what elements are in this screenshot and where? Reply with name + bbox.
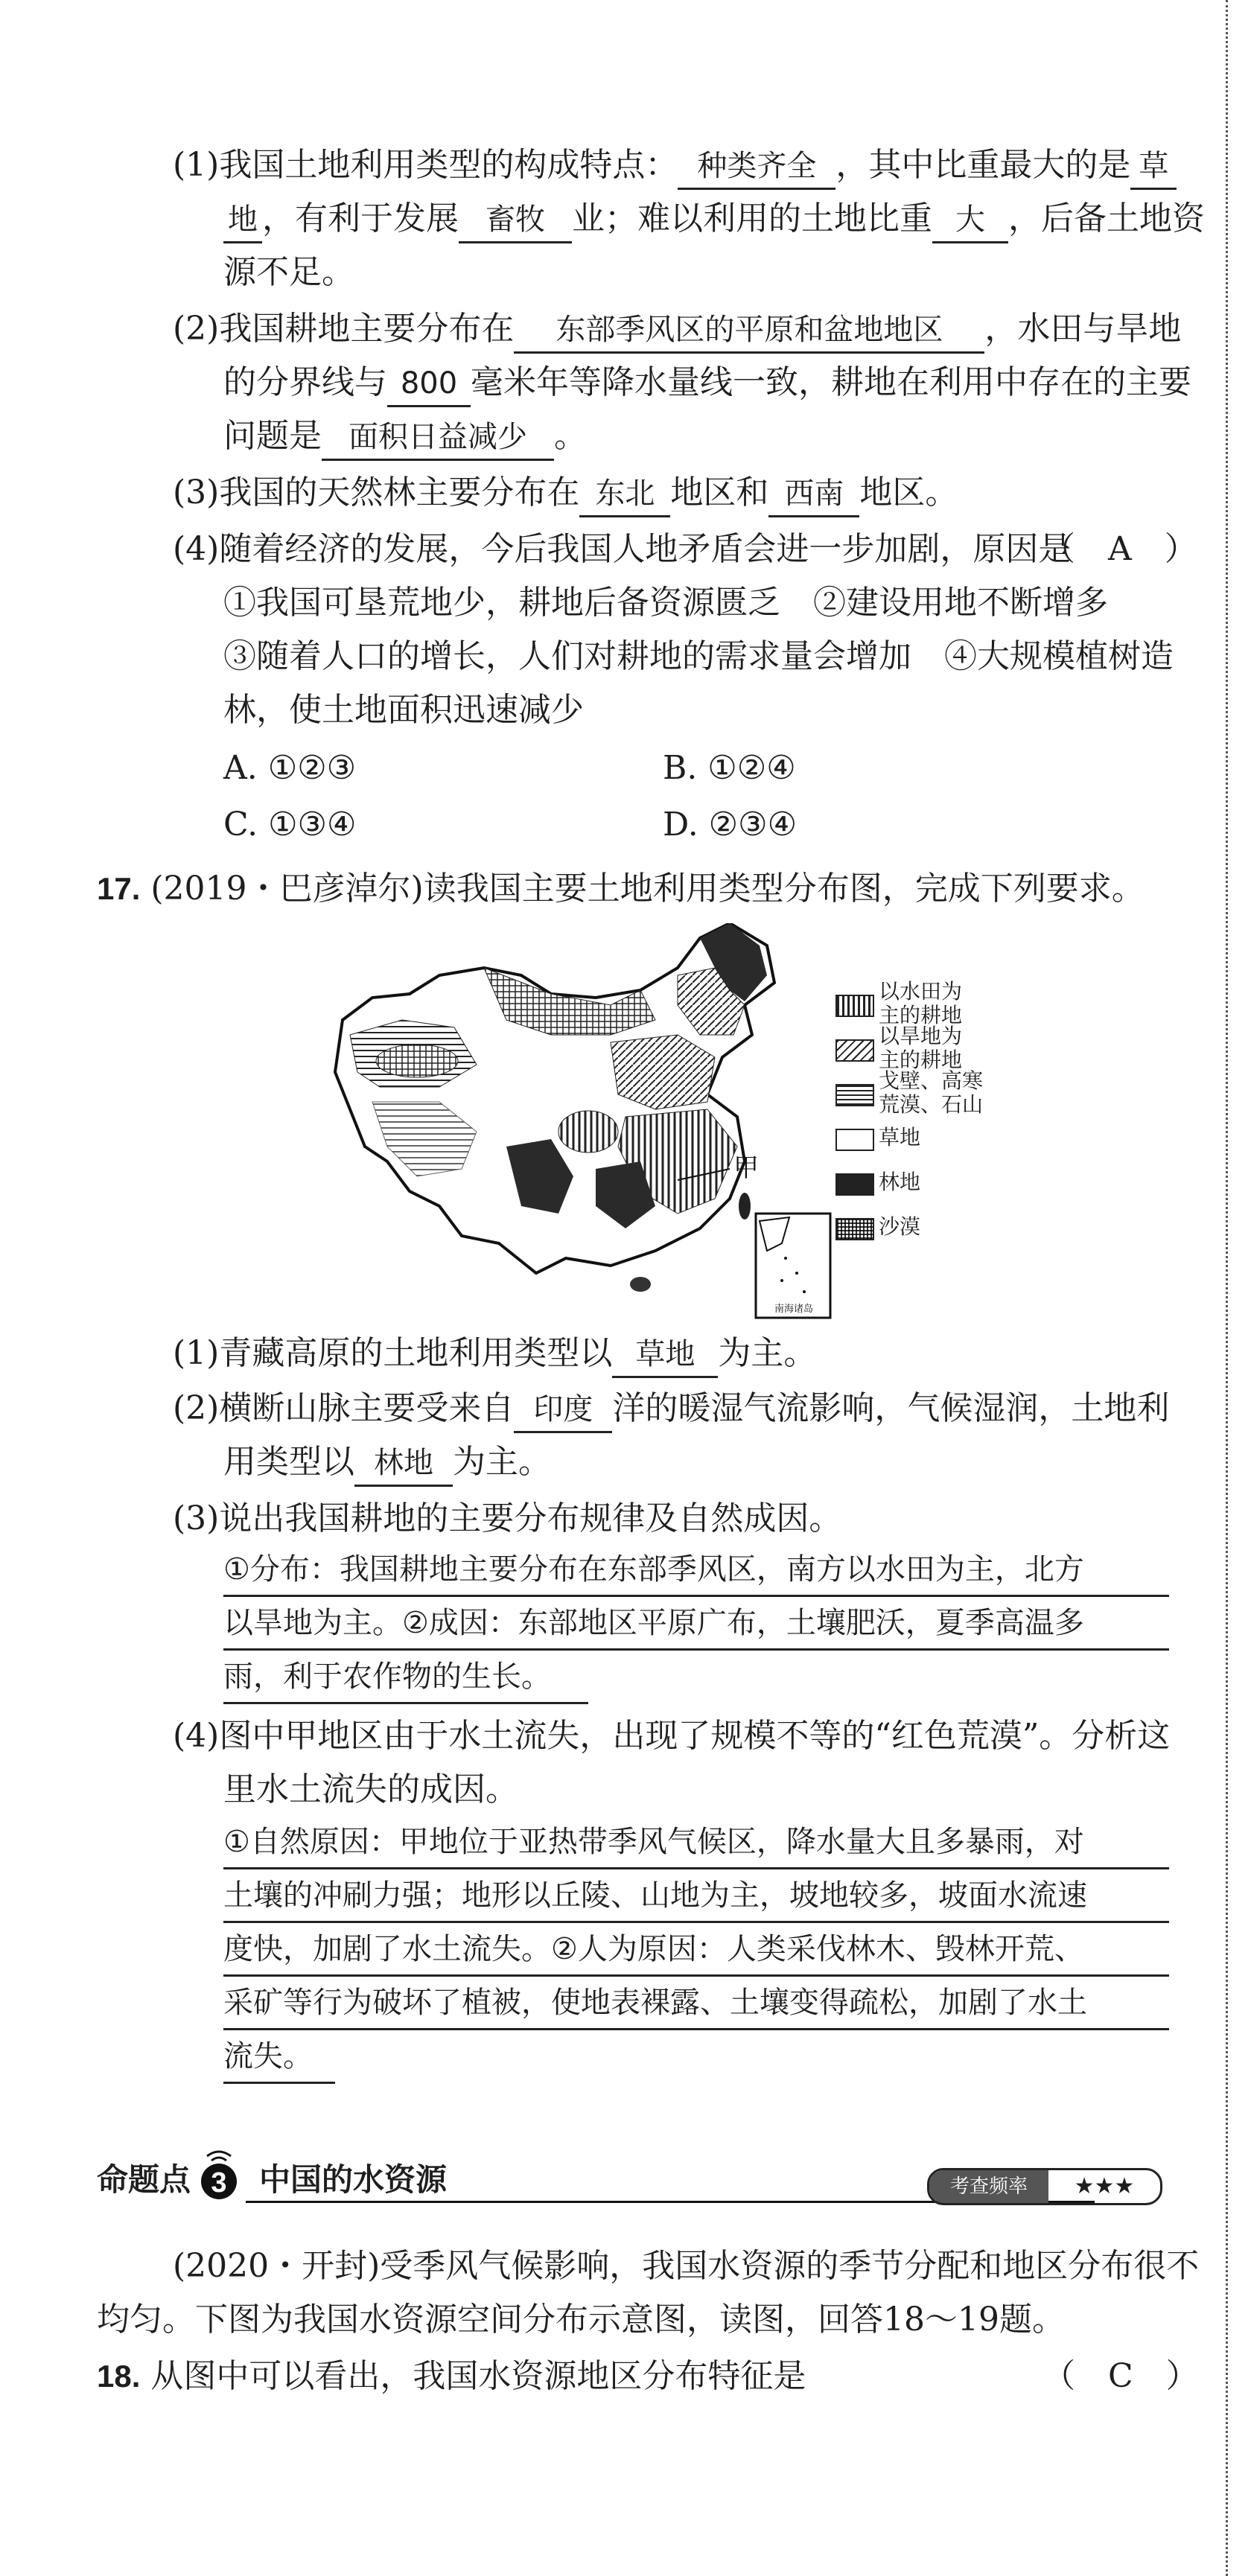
legend-paddy-swatch bbox=[835, 995, 874, 1017]
q17-p4-question-line1: (4)图中甲地区由于水土流失，出现了规模不等的“红色荒漠”。分析这 bbox=[173, 1717, 1171, 1755]
page-edge-dashed-line bbox=[1226, 0, 1228, 2576]
q16-option-d: D. ②③④ bbox=[663, 806, 798, 844]
q17-p2-line1: (2)横断山脉主要受来自 印度 洋的暖湿气流影响，气候湿润，土地利 bbox=[173, 1385, 1169, 1433]
q16-p2-answer-2: 800 bbox=[387, 362, 471, 407]
q17-p3-answer-line1: ①分布：我国耕地主要分布在东部季风区，南方以水田为主，北方 bbox=[223, 1546, 1169, 1597]
south-china-sea-inset bbox=[756, 1214, 830, 1318]
legend-desert-swatch bbox=[835, 1218, 874, 1240]
sichuan-paddy bbox=[558, 1111, 618, 1152]
taiwan bbox=[739, 1193, 751, 1220]
inset-label: 南海诸岛 bbox=[774, 1304, 814, 1315]
q16-option-a: A. ①②③ bbox=[223, 749, 357, 787]
legend-gobi-label: 戈壁、高寒 荒漠、石山 bbox=[879, 1068, 984, 1117]
q17-p3-answer-line2: 以旱地为主。②成因：东部地区平原广布，土壤肥沃，夏季高温多 bbox=[223, 1599, 1169, 1651]
q17-p4-answer-line2: 土壤的冲刷力强；地形以丘陵、山地为主，坡地较多，坡面水流速 bbox=[223, 1872, 1169, 1923]
q16-p1-answer-4: 大 bbox=[932, 198, 1008, 243]
q16-p4-line3: ③随着人口的增长，人们对耕地的需求量会增加 ④大规模植树造 bbox=[223, 637, 1174, 675]
q16-p4-line1: (4)随着经济的发展，今后我国人地矛盾会进一步加剧，原因是 bbox=[173, 530, 1072, 568]
frequency-label: 考查频率 bbox=[929, 2170, 1048, 2203]
q17-p4-answer-line4: 采矿等行为破坏了植被，使地表裸露、土壤变得疏松，加剧了水土 bbox=[223, 1979, 1169, 2030]
q17-p4-question-line2: 里水土流失的成因。 bbox=[223, 1770, 518, 1808]
legend-gobi-swatch bbox=[835, 1084, 874, 1106]
q16-p1-line3: 源不足。 bbox=[223, 253, 354, 291]
q16-p1-answer-2: 草 bbox=[1130, 144, 1177, 190]
section-number: 3 bbox=[211, 2167, 227, 2199]
legend-forest-swatch bbox=[835, 1173, 874, 1196]
q17-stem: 17. (2019・巴彦淖尔)读我国主要土地利用类型分布图，完成下列要求。 bbox=[97, 870, 1145, 908]
section-title: 中国的水资源 bbox=[259, 2162, 448, 2197]
q18-number: 18. bbox=[97, 2359, 141, 2394]
taklimakan-desert bbox=[376, 1045, 458, 1077]
q17-p4-answer-line1: ①自然原因：甲地位于亚热带季风气候区，降水量大且多暴雨，对 bbox=[223, 1818, 1169, 1869]
q17-p1-answer: 草地 bbox=[612, 1333, 718, 1378]
q16-p1-line1: (1)我国土地利用类型的构成特点： 种类齐全 ，其中比重最大的是 草 bbox=[173, 141, 1177, 190]
q16-option-b: B. ①②④ bbox=[663, 749, 796, 787]
q16-p3-line1: (3)我国的天然林主要分布在 东北 地区和 西南 地区。 bbox=[173, 469, 958, 517]
q16-p3-answer-2: 西南 bbox=[768, 472, 859, 517]
legend-forest-label: 林地 bbox=[879, 1170, 921, 1194]
q17-p4-answer-line5: 流失。 bbox=[223, 2033, 335, 2084]
q17-p1: (1)青藏高原的土地利用类型以 草地 为主。 bbox=[173, 1330, 816, 1378]
hainan bbox=[630, 1277, 651, 1292]
q16-option-c: C. ①③④ bbox=[223, 806, 357, 844]
q17-p2-answer-1: 印度 bbox=[514, 1388, 612, 1433]
intro-line2: 均匀。下图为我国水资源空间分布示意图，读图，回答18～19题。 bbox=[97, 2301, 1065, 2339]
q16-p4-line2: ①我国可垦荒地少，耕地后备资源匮乏 ②建设用地不断增多 bbox=[223, 584, 1108, 622]
land-use-map bbox=[328, 923, 834, 1325]
q16-p4-line4: 林，使土地面积迅速减少 bbox=[223, 691, 584, 729]
intro-line1: (2020・开封)受季风气候影响，我国水资源的季节分配和地区分布很不 bbox=[173, 2247, 1200, 2285]
legend-dryland-swatch bbox=[835, 1039, 874, 1062]
jia-label: 甲 bbox=[733, 1153, 759, 1183]
legend-desert-label: 沙漠 bbox=[879, 1214, 921, 1239]
q17-p4-answer-line3: 度快，加剧了水土流失。②人为原因：人类采伐林木、毁林开荒、 bbox=[223, 1925, 1169, 1977]
q16-p1-line2: 地 ，有利于发展 畜牧 业；难以利用的土地比重 大 ，后备土地资 bbox=[223, 195, 1205, 243]
q16-p1-answer-1: 种类齐全 bbox=[678, 144, 835, 190]
q16-p2-line2: 的分界线与 800 毫米年等降水量线一致，耕地在利用中存在的主要 bbox=[223, 359, 1191, 407]
frequency-badge bbox=[927, 2168, 1162, 2205]
q17-p3-answer-line3: 雨，利于农作物的生长。 bbox=[223, 1653, 588, 1704]
q17-p3-question: (3)说出我国耕地的主要分布规律及自然成因。 bbox=[173, 1499, 842, 1537]
q16-p2-answer-3: 面积日益减少 bbox=[322, 415, 554, 461]
q16-p2-line1: (2)我国耕地主要分布在 东部季风区的平原和盆地地区 ，水田与旱地 bbox=[173, 305, 1181, 354]
q18-answer: （ C ） bbox=[1042, 2357, 1199, 2395]
q17-p2-answer-2: 林地 bbox=[354, 1441, 453, 1487]
q16-p3-answer-1: 东北 bbox=[579, 472, 670, 517]
q17-number: 17. bbox=[97, 871, 141, 906]
q18-stem: 18. 从图中可以看出，我国水资源地区分布特征是 bbox=[97, 2357, 806, 2395]
section-prefix: 命题点 bbox=[97, 2162, 191, 2197]
legend-dryland-label: 以旱地为 主的耕地 bbox=[879, 1024, 963, 1072]
q16-p1-answer-3: 畜牧 bbox=[459, 198, 572, 243]
q17-p2-line2: 用类型以 林地 为主。 bbox=[223, 1438, 551, 1487]
section-number-badge bbox=[195, 2146, 243, 2205]
legend-paddy-label: 以水田为 主的耕地 bbox=[879, 979, 963, 1027]
q16-p2-line3: 问题是 面积日益减少 。 bbox=[223, 412, 587, 461]
q16-p2-answer-1: 东部季风区的平原和盆地地区 bbox=[514, 308, 984, 354]
q16-p4-answer: （ A ） bbox=[1042, 530, 1197, 568]
frequency-stars: ★★★ bbox=[1074, 2173, 1135, 2199]
legend-grassland-label: 草地 bbox=[879, 1125, 921, 1150]
legend-grassland-swatch bbox=[835, 1129, 874, 1151]
